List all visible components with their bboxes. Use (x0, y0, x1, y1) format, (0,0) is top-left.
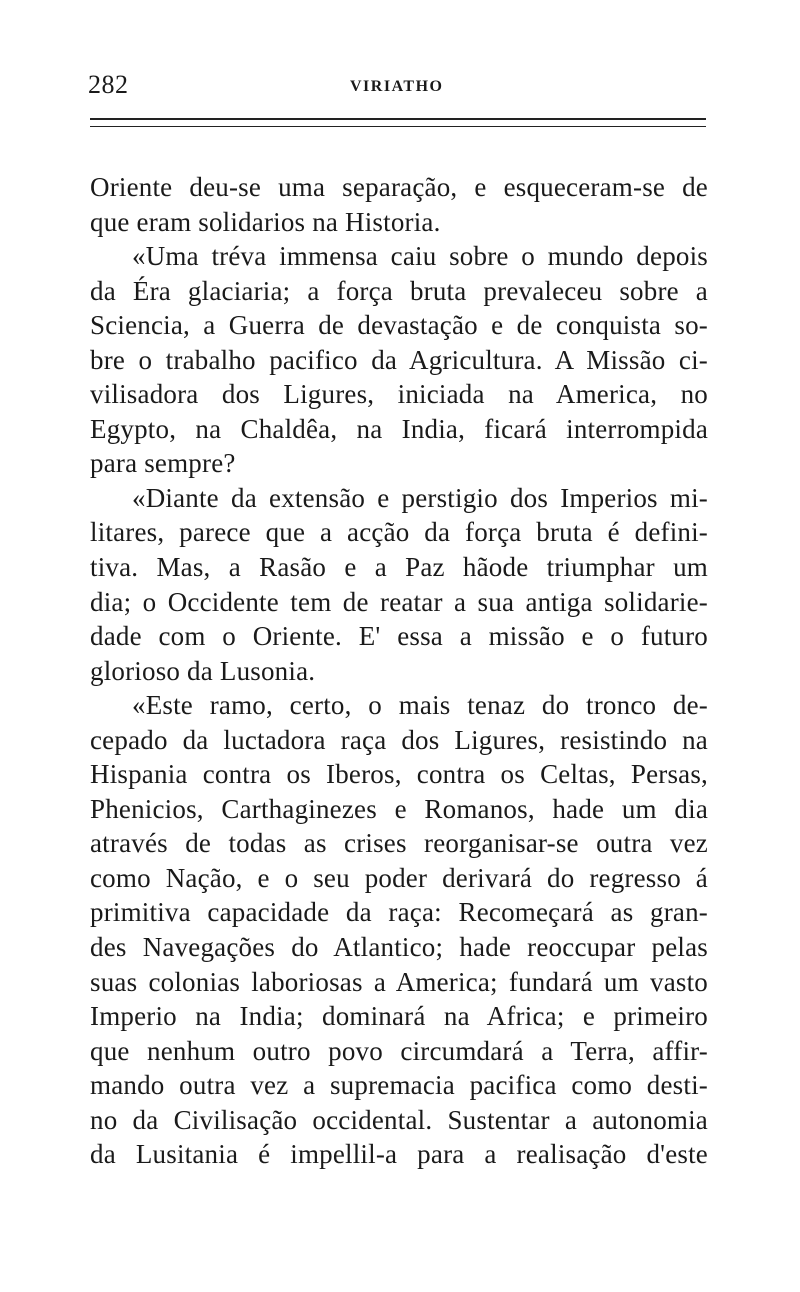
text-line: dia; o Occidente tem de reatar a sua antiga solidarie- (90, 586, 708, 617)
running-title: VIRIATHO (350, 78, 444, 95)
text-line: Imperio na India; dominará na Africa; e primeiro (90, 1001, 708, 1032)
text-line: Egypto, na Chaldêa, na India, ficará interrompida (90, 413, 708, 444)
text-line: bre o trabalho pacifico da Agricultura. A Missão ci- (90, 344, 708, 375)
text-line: Phenicios, Carthaginezes e Romanos, hade um dia (90, 793, 708, 824)
text-line: «Uma tréva immensa caiu sobre o mundo depois (132, 241, 708, 272)
text-line: vilisadora dos Ligures, iniciada na America, no (90, 379, 708, 410)
text-line: mando outra vez a supremacia pacifica como desti- (90, 1070, 708, 1101)
text-line: da Éra glaciaria; a força bruta prevaleceu sobre a (90, 275, 708, 306)
text-line: primitiva capacidade da raça: Recomeçará as gran- (90, 897, 708, 928)
text-line: des Navegações do Atlantico; hade reoccupar pelas (90, 932, 708, 963)
page-number: 282 (88, 70, 129, 99)
text-line: Sciencia, a Guerra de devastação e de conquista so- (90, 310, 708, 341)
text-line: para sempre? (90, 448, 236, 479)
text-line: dade com o Oriente. E' essa a missão e o futuro (90, 621, 708, 652)
text-line: no da Civilisação occidental. Sustentar a autonomia (90, 1104, 708, 1135)
text-line: Hispania contra os Iberos, contra os Celtas, Persas, (90, 759, 708, 790)
page-header (88, 70, 706, 106)
text-line: que eram solidarios na Historia. (90, 206, 441, 237)
text-line: glorioso da Lusonia. (90, 655, 316, 686)
text-line: litares, parece que a acção da força bruta é defini- (90, 517, 708, 548)
text-line: cepado da luctadora raça dos Ligures, resistindo na (90, 724, 708, 755)
text-line: Oriente deu-se uma separação, e esqueceram-se de (90, 172, 708, 202)
header-rule-bottom (90, 126, 706, 127)
body-text (90, 170, 708, 1172)
text-line: que nenhum outro povo circumdará a Terra, affir- (90, 1035, 708, 1066)
text-line: «Diante da extensão e perstigio dos Imperios mi- (132, 482, 708, 513)
text-line: através de todas as crises reorganisar-se outra vez (90, 828, 708, 859)
text-line: suas colonias laboriosas a America; fundará um vasto (90, 966, 708, 997)
text-line: «Este ramo, certo, o mais tenaz do tronco de- (132, 690, 708, 721)
text-line: da Lusitania é impellil-a para a realisação d'este (90, 1139, 708, 1170)
text-line: como Nação, e o seu poder derivará do regresso á (90, 862, 708, 893)
header-rule-top (90, 118, 706, 120)
text-line: tiva. Mas, a Rasão e a Paz hãode triumphar um (90, 552, 708, 583)
